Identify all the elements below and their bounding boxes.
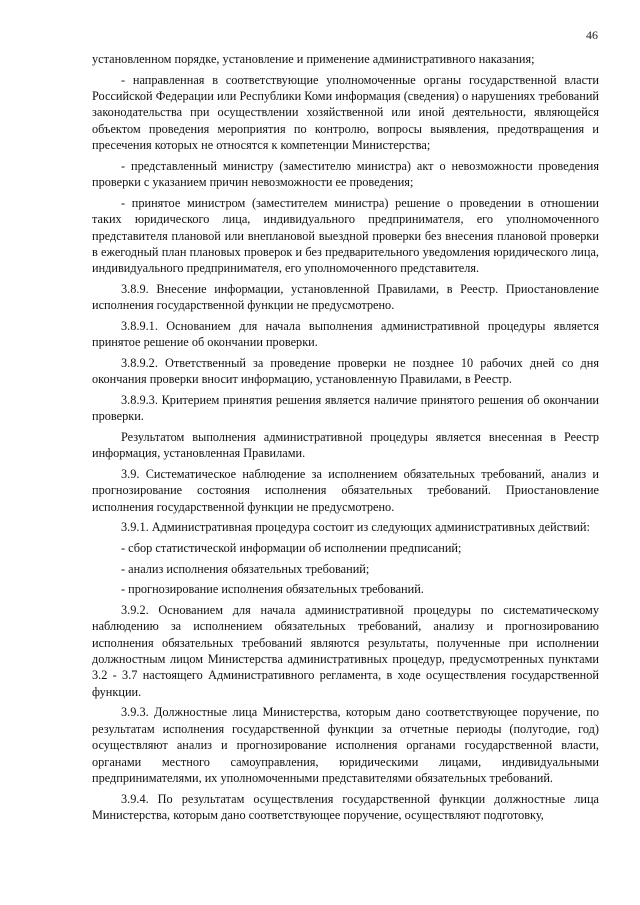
- paragraph: 3.8.9.3. Критерием принятия решения является наличие принятого решения об окончании проверки.: [92, 393, 599, 424]
- paragraph: - направленная в соответствующие уполномоченные органы государственной власти Российской Федерации или Республики Коми информация (сведения) о нарушениях требований законодательства при осуществлении хозяйственной или иной деятельности, являющейся объектом проведения мероприятия по контролю, вопросы выявления, предотвращения и пресечения которых не относятся к компетенции Министерства;: [92, 72, 599, 153]
- paragraph: 3.9.1. Административная процедура состоит из следующих административных действий:: [121, 520, 590, 535]
- paragraph: - сбор статистической информации об исполнении предписаний;: [121, 541, 462, 556]
- paragraph: - представленный министру (заместителю министра) акт о невозможности проведения проверки с указанием причин невозможности ее проведения;: [92, 158, 599, 190]
- paragraph: 3.8.9.2. Ответственный за проведение проверки не позднее 10 рабочих дней со дня окончания проверки вносит информацию, установленную Правилами, в Реестр.: [92, 356, 599, 387]
- document-body: [92, 51, 599, 828]
- paragraph: - прогнозирование исполнения обязательных требований.: [121, 582, 424, 597]
- paragraph: 3.9.3. Должностные лица Министерства, которым дано соответствующее поручение, по результатам исполнения государственной функции за отчетные периоды (полугодие, год) осуществляют анализ и прогнозирование исполнения органами государственной власти, органами местного самоуправления, юридическими лицами, индивидуальными предпринимателями, их уполномоченными представителями обязательных требований.: [92, 705, 599, 786]
- paragraph: установленном порядке, установление и применение административного наказания;: [92, 52, 535, 66]
- paragraph: 3.9. Систематическое наблюдение за исполнением обязательных требований, анализ и прогнозирование состояния исполнения обязательных требований. Приостановление исполнения государственной функции не предусмотрено.: [92, 467, 599, 514]
- page-number: 46: [586, 28, 598, 42]
- paragraph: 3.9.4. По результатам осуществления государственной функции должностные лица Министерства, которым дано соответствующее поручение, осуществляют подготовку,: [92, 791, 599, 823]
- paragraph: 3.8.9.1. Основанием для начала выполнения административной процедуры является принятое решение об окончании проверки.: [92, 319, 599, 350]
- paragraph: Результатом выполнения административной процедуры является внесенная в Реестр информация, установленная Правилами.: [92, 430, 599, 461]
- paragraph: 3.9.2. Основанием для начала административной процедуры по систематическому наблюдению за исполнением обязательных требований, анализу и прогнозированию исполнения обязательных требований являются результаты, полученные при исполнении должностным лицом Министерства административных процедур, предусмотренных пунктами 3.2 - 3.7 настоящего Административного регламента, в ходе осуществления государственной функции.: [92, 602, 599, 699]
- paragraph: - принятое министром (заместителем министра) решение о проведении в отношении таких юридического лица, индивидуального предпринимателя, его уполномоченного представителя плановой или внеплановой выездной проверки без внесения плановой проверки в ежегодный план плановых проверок и без предварительного уведомления юридического лица, индивидуального предпринимателя, его уполномоченного представителя.: [92, 195, 599, 276]
- paragraph: 3.8.9. Внесение информации, установленной Правилами, в Реестр. Приостановление исполнения государственной функции не предусмотрено.: [92, 282, 599, 313]
- paragraph: - анализ исполнения обязательных требований;: [121, 561, 370, 576]
